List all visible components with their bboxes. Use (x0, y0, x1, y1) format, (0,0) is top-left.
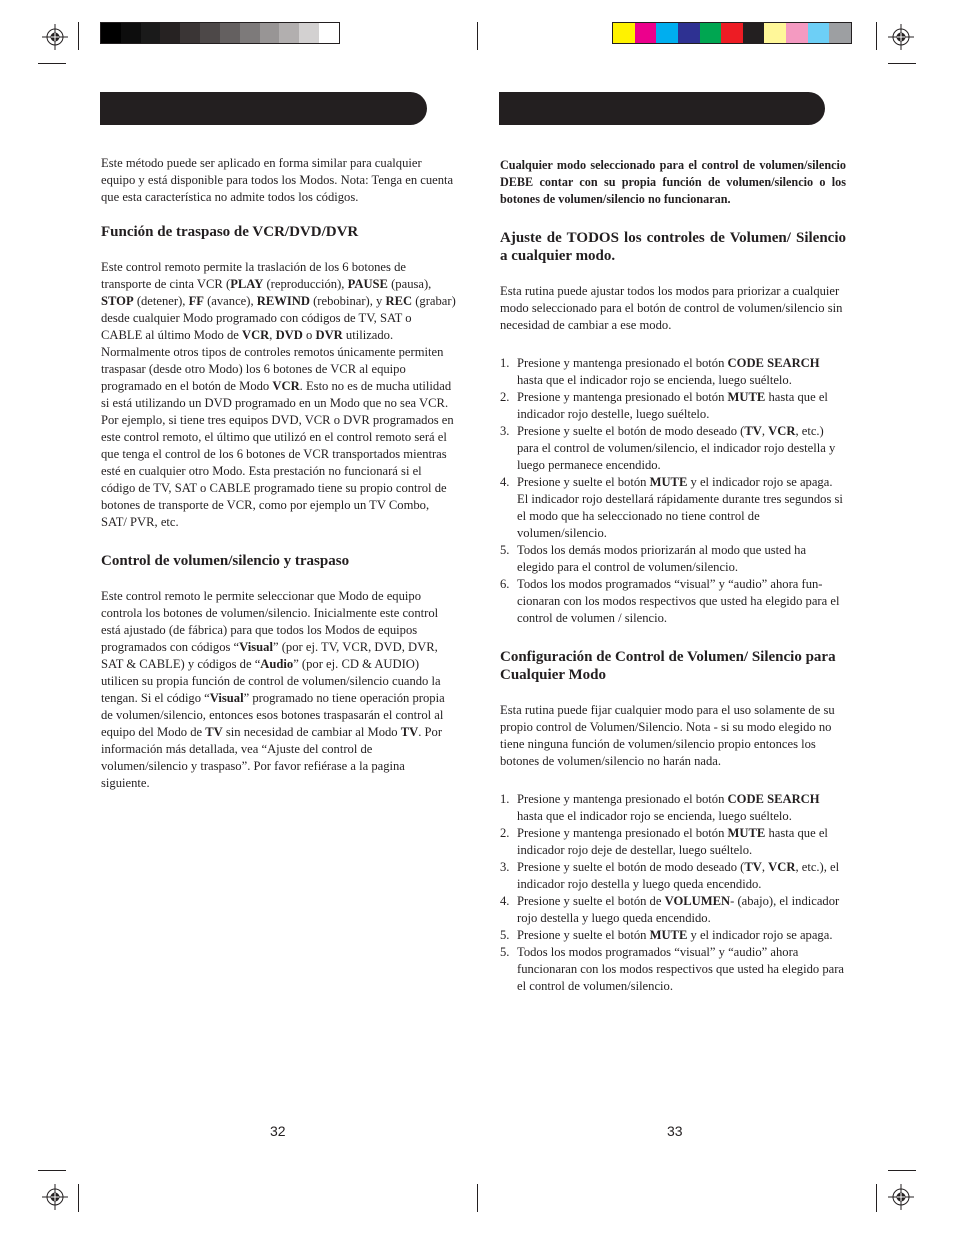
bold-term: FF (188, 294, 204, 308)
configure-volume-intro: Esta rutina puede fijar cualquier modo para el uso solamente de su propio control de Volumen/Silencio. Nota - si su modo elegido no tiene ninguna función de volumen/silencio propio entonces los botones de volumen/silencio no harán nada. (500, 703, 835, 768)
vcr-punch-through-body (101, 259, 456, 531)
color-swatch (200, 23, 220, 43)
section-title-vcr-dvd-dvr-punch-through: Función de traspaso de VCR/DVD/DVR (101, 224, 359, 240)
color-swatch (764, 23, 786, 43)
text-run: ” (por ej. TV, VCR, DVD, DVR, SAT & CABLE) y códigos de “ (101, 640, 438, 671)
text-run: hasta que el indicador rojo se encienda, luego suéltelo. (517, 809, 792, 823)
color-swatch (656, 23, 678, 43)
list-item (500, 576, 846, 627)
color-swatch (829, 23, 851, 43)
set-all-volume-intro: Esta rutina puede ajustar todos los modos para priorizar a cualquier modo seleccionado para el botón de control de volumen/silencio sin necesidad de cambiar a ese modo. (500, 284, 843, 332)
right-page-column (500, 157, 846, 995)
color-swatch (613, 23, 635, 43)
crop-mark (888, 63, 916, 64)
text-run: (reproducción), (263, 277, 348, 291)
text-run: hasta que el indicador rojo deje de destellar, luego suéltelo. (517, 826, 828, 857)
text-run: sin necesidad de cambiar al Modo (222, 725, 401, 739)
color-swatch (678, 23, 700, 43)
text-run: - (abajo), el indicador rojo destella y luego queda encendido. (517, 894, 840, 925)
bold-term: VCR (241, 328, 270, 342)
text-run: Presione y suelte el botón de (517, 894, 665, 908)
color-swatch (786, 23, 808, 43)
bold-term: TV (744, 424, 762, 438)
step-number: 2. (500, 390, 510, 404)
step-number: 1. (500, 356, 510, 370)
text-run: (detener), (133, 294, 189, 308)
color-calibration-bar (612, 22, 852, 44)
left-header-banner (100, 92, 427, 125)
registration-mark-icon (888, 24, 914, 50)
list-item (500, 474, 846, 542)
step-number: 5. (500, 543, 510, 557)
list-item (500, 859, 846, 893)
color-swatch (700, 23, 722, 43)
bold-term: Visual (239, 640, 273, 654)
text-run: ” programado no tiene operación propia de volumen/silencio, entonces esos botones traspasarán el control al equipo del Modo de (101, 691, 445, 739)
crop-mark (78, 22, 79, 50)
configure-volume-steps (500, 791, 846, 995)
text-run: Presione y suelte el botón (517, 928, 650, 942)
intro-paragraph: Este método puede ser aplicado en forma similar para cualquier equipo y está disponible para todos los Modos. Nota: Tenga en cuenta que esta característica no admite todos los códigos. (101, 156, 454, 204)
text-run: (grabar) desde cualquier Modo programado con códigos de TV, SAT o CABLE al último Modo de (101, 294, 456, 342)
color-swatch (101, 23, 121, 43)
bold-term: Audio (260, 657, 294, 671)
list-item (500, 423, 846, 474)
color-swatch (279, 23, 299, 43)
text-run: Presione y suelte el botón (517, 475, 650, 489)
text-run: utilizado. Normalmente otros tipos de controles remotos únicamente permiten traspasar (desde otro Modo) los 6 botones de VCR al equipo programado en el botón de Modo (101, 328, 444, 393)
bold-term: VCR (272, 379, 300, 393)
text-run: (rebobinar), y (309, 294, 386, 308)
bold-term: MUTE (727, 826, 766, 840)
list-item (500, 944, 846, 995)
section-title-set-all-volume-controls: Ajuste de TODOS los controles de Volumen/ Silencio a cualquier modo. (500, 230, 846, 264)
color-swatch (141, 23, 161, 43)
registration-mark-icon (42, 1184, 68, 1210)
bold-term: TV (205, 725, 223, 739)
bold-term: DVD (275, 328, 303, 342)
bold-term: REC (385, 294, 413, 308)
color-swatch (180, 23, 200, 43)
list-item (500, 927, 846, 944)
color-swatch (319, 23, 339, 43)
section-title-volume-mute-punch-through: Control de volumen/silencio y traspaso (101, 553, 350, 569)
bold-term: VCR (768, 424, 796, 438)
step-number: 6. (500, 577, 510, 591)
text-run: , (269, 328, 276, 342)
list-item (500, 542, 846, 576)
bold-term: DVR (315, 328, 343, 342)
list-item (500, 355, 846, 389)
step-number: 2. (500, 826, 510, 840)
volume-mode-warning-note: Cualquier modo seleccionado para el control de volumen/silencio DEBE contar con su propia función de volumen/silencio o los botones de volumen/silencio no funcionaran. (500, 158, 846, 206)
page-number-left: 32 (270, 1123, 286, 1139)
list-item (500, 893, 846, 927)
text-run: Este control remoto le permite seleccionar que Modo de equipo controla los botones de volumen/silencio. Inicialmente este control está ajustado (de fábrica) para que todos los Modos de equipos programados con códigos “ (101, 589, 439, 654)
bold-term: PLAY (230, 277, 264, 291)
text-run: , (761, 860, 769, 874)
crop-mark (78, 1184, 79, 1212)
text-run: Presione y suelte el botón de modo deseado ( (517, 424, 745, 438)
crop-mark (876, 1184, 877, 1212)
bold-term: MUTE (649, 475, 688, 489)
bold-term: TV (744, 860, 762, 874)
text-run: (avance), (203, 294, 257, 308)
text-run: hasta que el indicador rojo destelle, luego suéltelo. (517, 390, 828, 421)
color-swatch (220, 23, 240, 43)
list-item (500, 791, 846, 825)
step-number: 5. (500, 945, 510, 959)
bold-term: VCR (768, 860, 796, 874)
color-swatch (260, 23, 280, 43)
crop-mark (477, 22, 478, 50)
bold-term: Visual (209, 691, 244, 705)
color-swatch (240, 23, 260, 43)
text-run: (pausa), (387, 277, 432, 291)
text-run: o (302, 328, 316, 342)
crop-mark (38, 63, 66, 64)
grayscale-calibration-bar (100, 22, 340, 44)
text-run: . Esto no es de mucha utilidad si está utilizando un DVD programado en un Modo que no sea VCR. Por ejemplo, si tiene tres equipos DVD, VCR o DVR programados en este control remoto, el último que utilizó en el control remoto será el que tenga el control de los 6 botones de VCR transportados mientras esté en cualquier otro Modo. Esta prestación no funcionará si el código de TV, SAT o CABLE programado tiene su propio control de botones de transporte de VCR, como por ejemplo un TV Combo, SAT/ PVR, etc. (101, 379, 454, 529)
color-swatch (721, 23, 743, 43)
step-number: 3. (500, 860, 510, 874)
text-run: Presione y mantenga presionado el botón (517, 792, 728, 806)
text-run: hasta que el indicador rojo se encienda, luego suéltelo. (517, 373, 792, 387)
right-header-banner (499, 92, 825, 125)
step-number: 5. (500, 928, 510, 942)
bold-term: CODE SEARCH (727, 356, 820, 370)
crop-mark (888, 1170, 916, 1171)
text-run: y el indicador rojo se apaga. (687, 928, 833, 942)
registration-mark-icon (42, 24, 68, 50)
color-swatch (121, 23, 141, 43)
bold-term: MUTE (649, 928, 688, 942)
bold-term: REWIND (256, 294, 310, 308)
color-swatch (160, 23, 180, 43)
bold-term: CODE SEARCH (727, 792, 820, 806)
color-swatch (635, 23, 657, 43)
bold-term: TV (400, 725, 419, 739)
step-number: 1. (500, 792, 510, 806)
crop-mark (477, 1184, 478, 1212)
step-number: 4. (500, 475, 510, 489)
color-swatch (743, 23, 765, 43)
page-number-right: 33 (667, 1123, 683, 1139)
text-run: Todos los demás modos priorizarán al modo que usted ha elegido para el control de volumen/silencio. (517, 543, 807, 574)
text-run: . Por información más detallada, vea “Ajuste del control de volumen/silencio y traspaso”. Por favor refiérase a la pagina siguiente. (101, 725, 443, 790)
text-run: Presione y mantenga presionado el botón (517, 826, 728, 840)
crop-mark (876, 22, 877, 50)
text-run: Presione y mantenga presionado el botón (517, 356, 728, 370)
step-number: 4. (500, 894, 510, 908)
step-number: 3. (500, 424, 510, 438)
bold-term: MUTE (727, 390, 766, 404)
text-run: Presione y mantenga presionado el botón (517, 390, 728, 404)
text-run: Todos los modos programados “visual” y “audio” ahora fun- cionaran con los modos respectivos que usted ha elegido para el control de volumen / silencio. (517, 577, 840, 625)
text-run: ” (por ej. CD & AUDIO) utilicen su propia función de control de volumen/silencio cuando la tengan. Si el código “ (101, 657, 441, 705)
text-run: Presione y suelte el botón de modo deseado ( (517, 860, 745, 874)
set-all-volume-steps (500, 355, 846, 627)
bold-term: VOLUMEN (664, 894, 731, 908)
text-run: , etc.), el indicador rojo destella y luego queda encendido. (517, 860, 840, 891)
bold-term: PAUSE (347, 277, 388, 291)
registration-mark-icon (888, 1184, 914, 1210)
left-page-column (101, 155, 456, 792)
color-swatch (299, 23, 319, 43)
section-title-configure-volume-any-mode: Configuración de Control de Volumen/ Silencio para Cualquier Modo (500, 649, 836, 683)
list-item (500, 825, 846, 859)
text-run: y el indicador rojo se apaga. El indicador rojo destellará rápidamente durante tres segundos si el modo que ha seleccionado no tiene control de volumen/silencio. (517, 475, 843, 540)
bold-term: STOP (101, 294, 134, 308)
color-swatch (808, 23, 830, 43)
text-run: , etc.) para el control de volumen/silencio, el indicador rojo destella y luego permanece encendido. (517, 424, 836, 472)
text-run: Todos los modos programados “visual” y “audio” ahora funcionaran con los modos respectivos que usted ha elegido para el control de volumen/silencio. (517, 945, 844, 993)
volume-punch-through-body (101, 588, 456, 792)
crop-mark (38, 1170, 66, 1171)
text-run: , (761, 424, 769, 438)
text-run: Este control remoto permite la traslación de los 6 botones de transporte de cinta VCR ( (101, 260, 406, 291)
list-item (500, 389, 846, 423)
